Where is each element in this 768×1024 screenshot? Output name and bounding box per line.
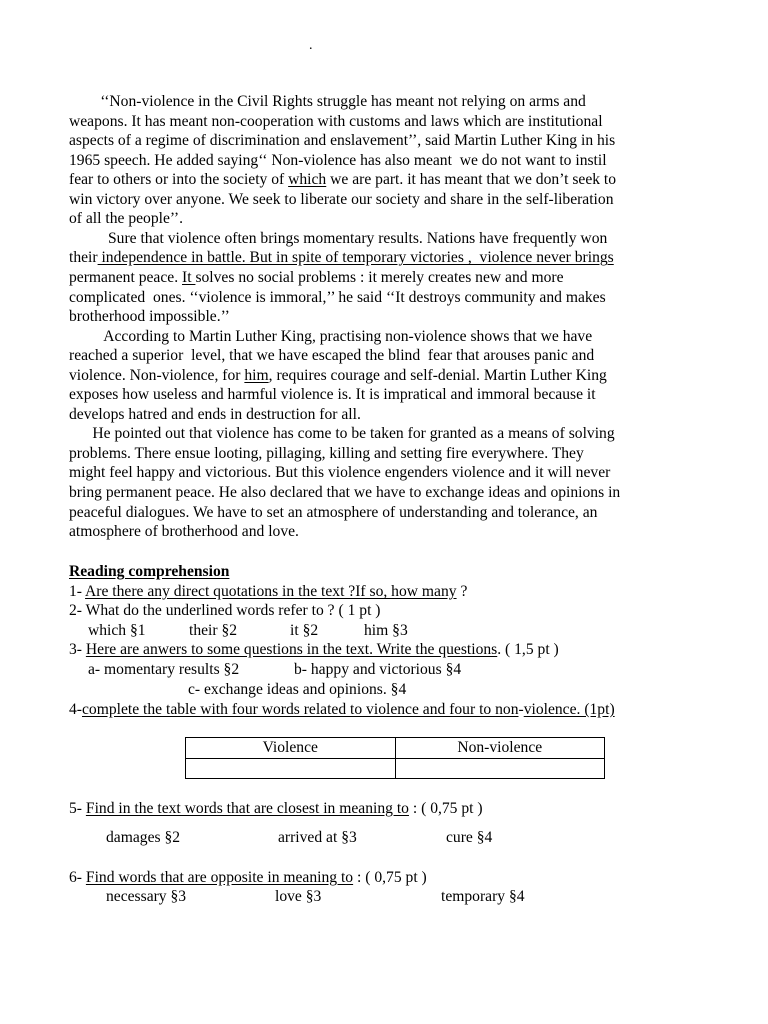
- passage-text-segment: of all the people’’.: [69, 210, 184, 228]
- reading-comprehension-heading: Reading comprehension: [69, 563, 230, 580]
- passage-line: [69, 268, 564, 288]
- question-1: 1- Are there any direct quotations in the text ?If so, how many ?: [69, 583, 468, 600]
- table-cell-non-violence[interactable]: [395, 758, 605, 778]
- passage-line: [69, 346, 594, 366]
- q2-item: him §3: [364, 622, 408, 639]
- passage-text-segment: brotherhood impossible.’’: [69, 308, 230, 326]
- passage-line: [69, 463, 610, 483]
- passage-text-segment: ‘‘Non-violence in the Civil Rights struggle has meant not relying on arms and: [69, 93, 586, 110]
- q2-item: their §2: [189, 622, 238, 639]
- passage-text-segment: reached a superior level, that we have escaped the blind fear that arouses panic and: [69, 347, 595, 365]
- passage-line: [69, 483, 620, 503]
- vocabulary-table: [185, 737, 605, 779]
- underlined-word: which: [288, 171, 327, 189]
- passage-line: [69, 327, 592, 347]
- passage-text-segment: develops hatred and ends in destruction for all.: [69, 405, 361, 423]
- q6-item: necessary §3: [106, 888, 187, 905]
- passage-text-segment: Sure that violence often brings momentary results. Nations have frequently won: [69, 229, 608, 247]
- q2-item: which §1: [88, 622, 146, 639]
- underlined-word: independence in battle. But in spite of temporary victories , violence never brings: [97, 249, 614, 267]
- passage-text-segment: aspects of a regime of discrimination and enslavement’’, said Martin Luther King in his: [69, 132, 616, 150]
- q6-item: temporary §4: [441, 888, 525, 905]
- passage-line: [69, 405, 361, 425]
- passage-line: [69, 248, 614, 268]
- passage-line: [69, 229, 607, 249]
- passage-line: [69, 385, 596, 405]
- passage-line: [69, 112, 603, 132]
- passage-line: [69, 170, 616, 190]
- question-4: 4-complete the table with four words related to violence and four to non-violence. (1pt): [69, 701, 615, 718]
- header-dot: .: [309, 38, 313, 53]
- passage-text-segment: According to Martin Luther King, practising non-violence shows that we have: [69, 327, 593, 345]
- passage-line: [69, 522, 299, 542]
- table-header-violence: Violence: [186, 738, 396, 759]
- passage-line: [69, 209, 183, 229]
- passage-line: [69, 307, 230, 327]
- passage-text-segment: solves no social problems : it merely creates new and more: [195, 268, 564, 286]
- passage-line: [69, 92, 586, 112]
- passage-line: [69, 366, 607, 386]
- passage-text-segment: might feel happy and victorious. But this violence engenders violence and it will never: [69, 464, 611, 482]
- underlined-word: It: [182, 268, 196, 286]
- passage-text-segment: violence. Non-violence, for: [69, 366, 245, 384]
- passage-text-segment: 1965 speech. He added saying‘‘ Non-violence has also meant we do not want to instil: [69, 151, 607, 169]
- passage-text-segment: we are part. it has meant that we don’t seek to: [326, 171, 617, 189]
- question-6: 6- Find words that are opposite in meaning to : ( 0,75 pt ): [69, 869, 427, 886]
- passage-text-segment: complicated ones. ‘‘violence is immoral,’’ he said ‘‘It destroys community and makes: [69, 288, 606, 306]
- passage-text-segment: bring permanent peace. He also declared that we have to exchange ideas and opinions in: [69, 484, 621, 501]
- passage-text-segment: He pointed out that violence has come to be taken for granted as a means of solving: [69, 425, 615, 443]
- passage-text-segment: weapons. It has meant non-cooperation with customs and laws which are institutional: [69, 112, 603, 130]
- q6-item: love §3: [275, 888, 322, 905]
- question-3: 3- Here are anwers to some questions in the text. Write the questions. ( 1,5 pt ): [69, 641, 559, 658]
- question-5: 5- Find in the text words that are closest in meaning to : ( 0,75 pt ): [69, 800, 483, 817]
- passage-text-segment: exposes how useless and harmful violence is. It is impratical and immoral because it: [69, 386, 596, 404]
- q3-item: b- happy and victorious §4: [294, 661, 462, 678]
- passage-line: [69, 444, 584, 464]
- q5-item: arrived at §3: [278, 829, 357, 846]
- underlined-word: him: [244, 366, 269, 384]
- passage-text-segment: problems. There ensue looting, pillaging, killing and setting fire everywhere. They: [69, 444, 584, 462]
- q2-item: it §2: [290, 622, 319, 639]
- q3-item: c- exchange ideas and opinions. §4: [188, 681, 407, 698]
- passage-line: [69, 190, 614, 210]
- table-header-non-violence: Non-violence: [395, 738, 605, 759]
- passage-line: [69, 288, 606, 308]
- q5-item: cure §4: [446, 829, 493, 846]
- question-2: 2- What do the underlined words refer to ? ( 1 pt ): [69, 602, 381, 619]
- passage-text-segment: their: [69, 249, 98, 267]
- passage-text-segment: permanent peace.: [69, 268, 182, 286]
- passage-line: [69, 424, 615, 444]
- passage-text-segment: , requires courage and self-denial. Martin Luther King: [268, 366, 607, 384]
- passage-line: [69, 503, 597, 523]
- passage-text-segment: peaceful dialogues. We have to set an atmosphere of understanding and tolerance, an: [69, 503, 598, 521]
- table-cell-violence[interactable]: [186, 758, 396, 778]
- passage-line: [69, 151, 607, 171]
- passage-line: [69, 131, 615, 151]
- passage-text-segment: win victory over anyone. We seek to liberate our society and share in the self-liberation: [69, 190, 614, 208]
- passage-text-segment: fear to others or into the society of: [69, 171, 289, 189]
- q3-item: a- momentary results §2: [88, 661, 240, 678]
- q5-item: damages §2: [106, 829, 181, 846]
- passage-text-segment: atmosphere of brotherhood and love.: [69, 523, 299, 541]
